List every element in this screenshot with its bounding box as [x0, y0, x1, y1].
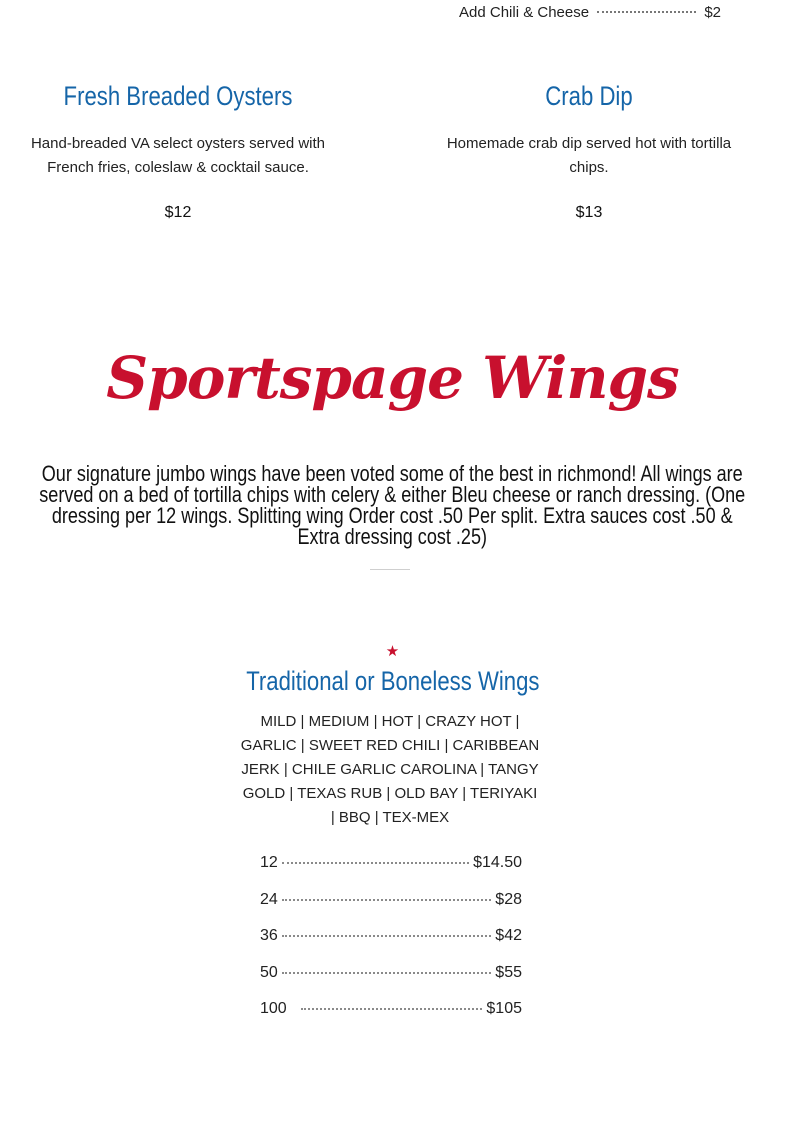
wing-count: 50	[260, 963, 278, 981]
dot-leader	[282, 972, 492, 974]
dot-leader	[282, 935, 492, 937]
menu-card-oysters	[28, 80, 328, 222]
card-price: $13	[575, 204, 603, 221]
card-price: $12	[164, 204, 192, 221]
dot-leader	[282, 862, 469, 864]
card-title: Crab Dip	[545, 81, 633, 111]
add-on-price: $2	[704, 4, 721, 21]
card-description: Hand-breaded VA select oysters served with French fries, coleslaw & cocktail sauce.	[30, 135, 326, 176]
wing-flavors: MILD | MEDIUM | HOT | CRAZY HOT | GARLIC | SWEET RED CHILI | CARIBBEAN JERK | CHILE GARLIC CAROLINA | TANGY GOLD | TEXAS RUB | OLD BAY | TERIYAKI | BBQ | TEX-MEX	[240, 713, 540, 826]
wing-count: 24	[260, 890, 278, 908]
wing-price: $14.50	[473, 854, 522, 871]
add-on-label: Add Chili & Cheese	[459, 4, 590, 21]
add-chili-cheese-line	[459, 4, 721, 26]
menu-card-crab-dip	[439, 80, 739, 222]
dot-leader	[301, 1008, 483, 1010]
dot-leader	[282, 899, 492, 901]
section-intro-text: Our signature jumbo wings have been voted some of the best in richmond! All wings are served on a bed of tortilla chips with celery & either Bleu cheese or ranch dressing. (One dressing per 12 wings. Splitting wing Order cost .50 Per split. Extra sauces cost .50 & Extra dressing cost .25)	[39, 461, 746, 549]
price-row	[260, 927, 522, 964]
wings-title-text: Traditional or Boneless Wings	[245, 666, 540, 696]
price-row	[260, 854, 522, 891]
card-description: Homemade crab dip served hot with tortilla chips.	[446, 135, 732, 176]
card-title: Fresh Breaded Oysters	[63, 81, 293, 111]
wing-count: 100	[260, 1000, 287, 1017]
wing-price: $55	[495, 963, 522, 981]
dot-leader	[597, 11, 696, 13]
price-row	[260, 891, 522, 928]
star-icon: ★	[385, 642, 400, 660]
wing-price: $42	[495, 927, 522, 944]
wing-price: $105	[486, 1000, 522, 1017]
wing-count: 36	[260, 927, 278, 944]
section-intro	[30, 463, 755, 547]
price-row	[260, 964, 522, 1001]
wing-price-list	[260, 854, 522, 1037]
wing-count: 12	[260, 854, 278, 871]
wing-price: $28	[495, 890, 522, 908]
section-title: Sportspage Wings	[106, 344, 679, 412]
price-row	[260, 1000, 522, 1037]
section-divider	[370, 569, 410, 570]
wings-title	[0, 664, 785, 698]
